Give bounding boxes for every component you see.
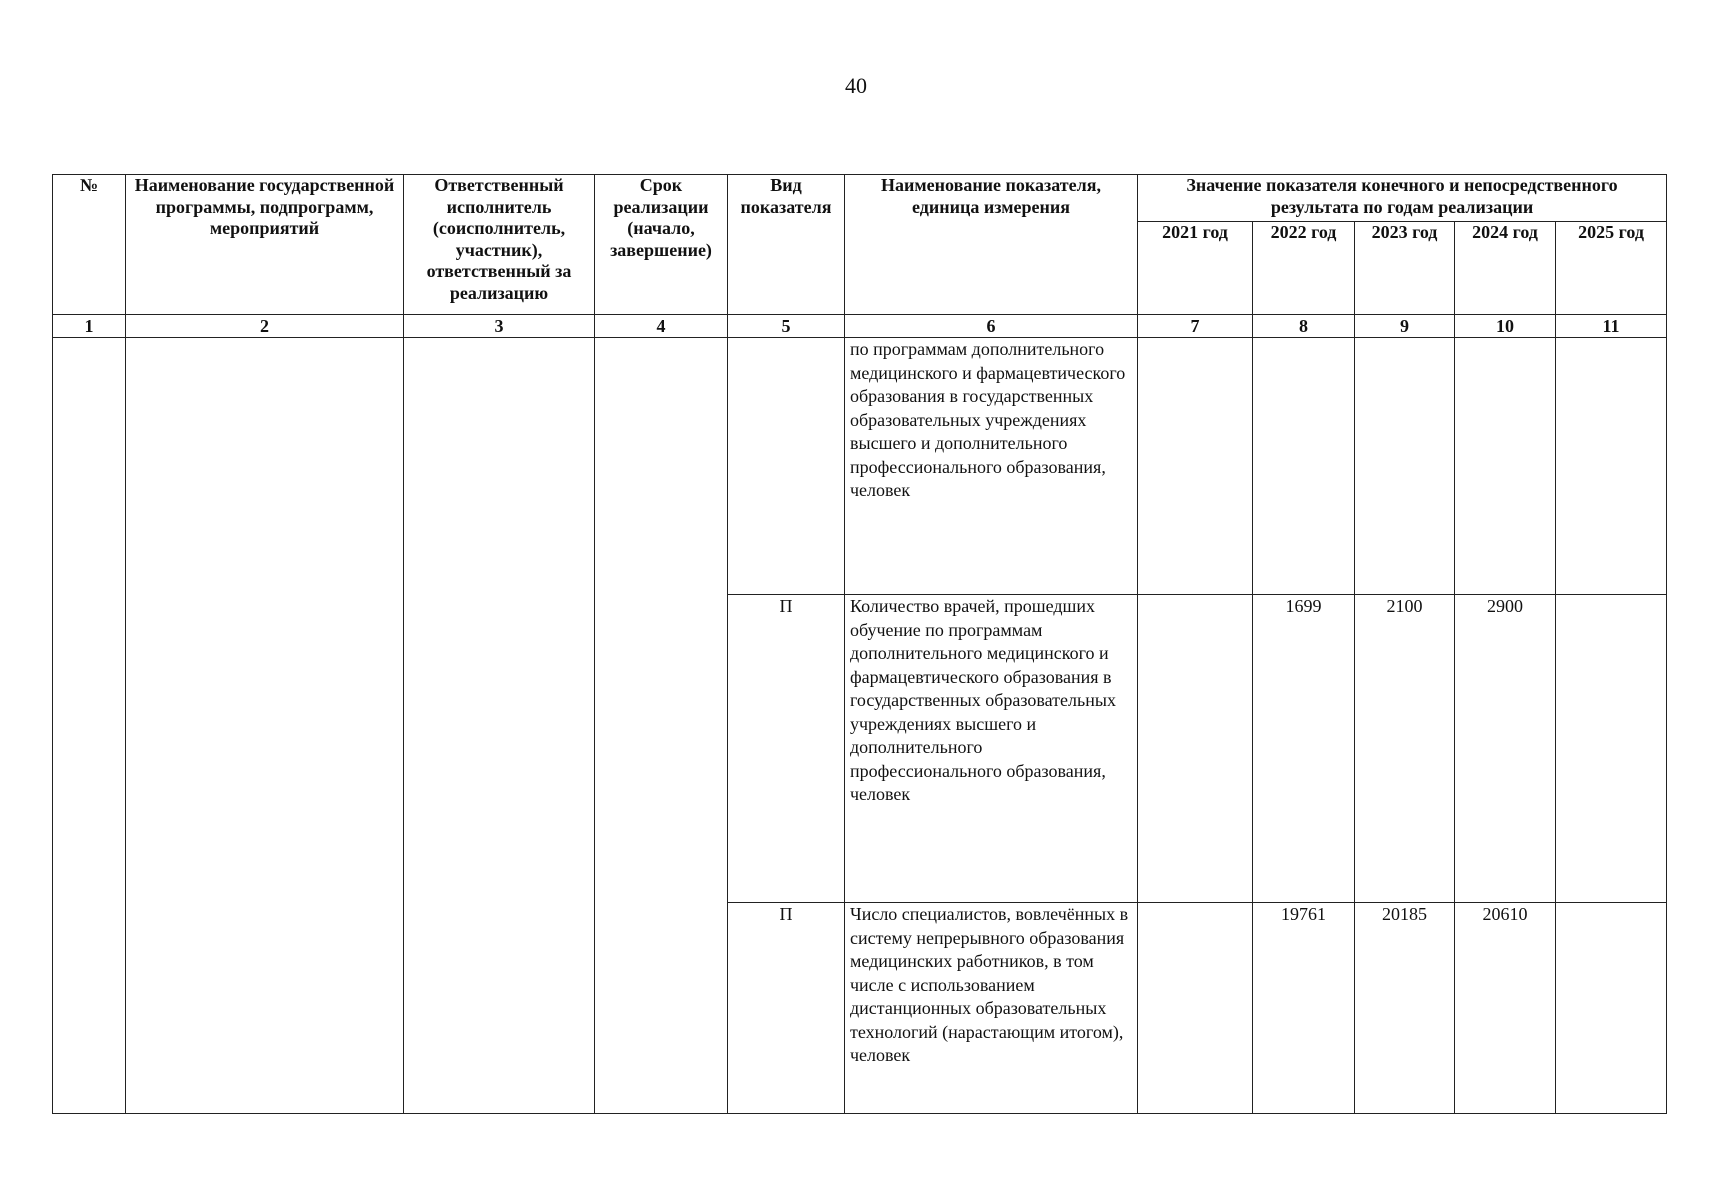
column-number: 9: [1355, 315, 1455, 338]
indicator-name: по программам дополнительного медицинского и фармацевтического образования в государственных образовательных учреждениях высшего и дополнительного профессионального образования, человек: [845, 338, 1138, 595]
header-year-2025: 2025 год: [1556, 222, 1667, 315]
header-year-2021: 2021 год: [1138, 222, 1253, 315]
cell-no: [53, 338, 126, 1114]
column-numbers-row: [53, 315, 1667, 338]
column-number: 8: [1253, 315, 1355, 338]
value-2022: 1699: [1253, 595, 1355, 903]
header-executor: Ответственный исполнитель (соисполнитель, участник), ответственный за реализацию: [404, 175, 595, 315]
cell-executor: [404, 338, 595, 1114]
header-values: Значение показателя конечного и непосредственного результата по годам реализации: [1138, 175, 1667, 222]
value-2023: 2100: [1355, 595, 1455, 903]
value-2023: [1355, 338, 1455, 595]
value-2024: 20610: [1455, 903, 1556, 1114]
value-2022: [1253, 338, 1355, 595]
column-number: 10: [1455, 315, 1556, 338]
header-year-2023: 2023 год: [1355, 222, 1455, 315]
value-2021: [1138, 338, 1253, 595]
column-number: 11: [1556, 315, 1667, 338]
header-indicator: Наименование показателя, единица измерения: [845, 175, 1138, 315]
header-type: Вид показателя: [728, 175, 845, 315]
page-number: 40: [845, 73, 867, 98]
value-2024: [1455, 338, 1556, 595]
value-2025: [1556, 903, 1667, 1114]
column-number: 6: [845, 315, 1138, 338]
column-number: 3: [404, 315, 595, 338]
column-number: 1: [53, 315, 126, 338]
value-2025: [1556, 338, 1667, 595]
column-number: 7: [1138, 315, 1253, 338]
indicator-name: Количество врачей, прошедших обучение по программам дополнительного медицинского и фармацевтического образования в государственных образовательных учреждениях высшего и дополнительного профессионального образования, человек: [845, 595, 1138, 903]
indicator-type: [728, 338, 845, 595]
column-number: 5: [728, 315, 845, 338]
value-2021: [1138, 595, 1253, 903]
value-2022: 19761: [1253, 903, 1355, 1114]
value-2021: [1138, 903, 1253, 1114]
indicator-name: Число специалистов, вовлечённых в систему непрерывного образования медицинских работников, в том числе с использованием дистанционных образовательных технологий (нарастающим итогом), человек: [845, 903, 1138, 1114]
header-period: Срок реализации (начало, завершение): [595, 175, 728, 315]
header-no: №: [53, 175, 126, 315]
column-number: 4: [595, 315, 728, 338]
header-year-2024: 2024 год: [1455, 222, 1556, 315]
cell-period: [595, 338, 728, 1114]
header-program: Наименование государственной программы, подпрограмм, мероприятий: [126, 175, 404, 315]
column-number: 2: [126, 315, 404, 338]
header-year-2022: 2022 год: [1253, 222, 1355, 315]
value-2025: [1556, 595, 1667, 903]
value-2023: 20185: [1355, 903, 1455, 1114]
indicator-type: П: [728, 903, 845, 1114]
table-row: [53, 338, 1667, 595]
indicator-type: П: [728, 595, 845, 903]
cell-program: [126, 338, 404, 1114]
value-2024: 2900: [1455, 595, 1556, 903]
indicators-table: [52, 174, 1667, 1114]
